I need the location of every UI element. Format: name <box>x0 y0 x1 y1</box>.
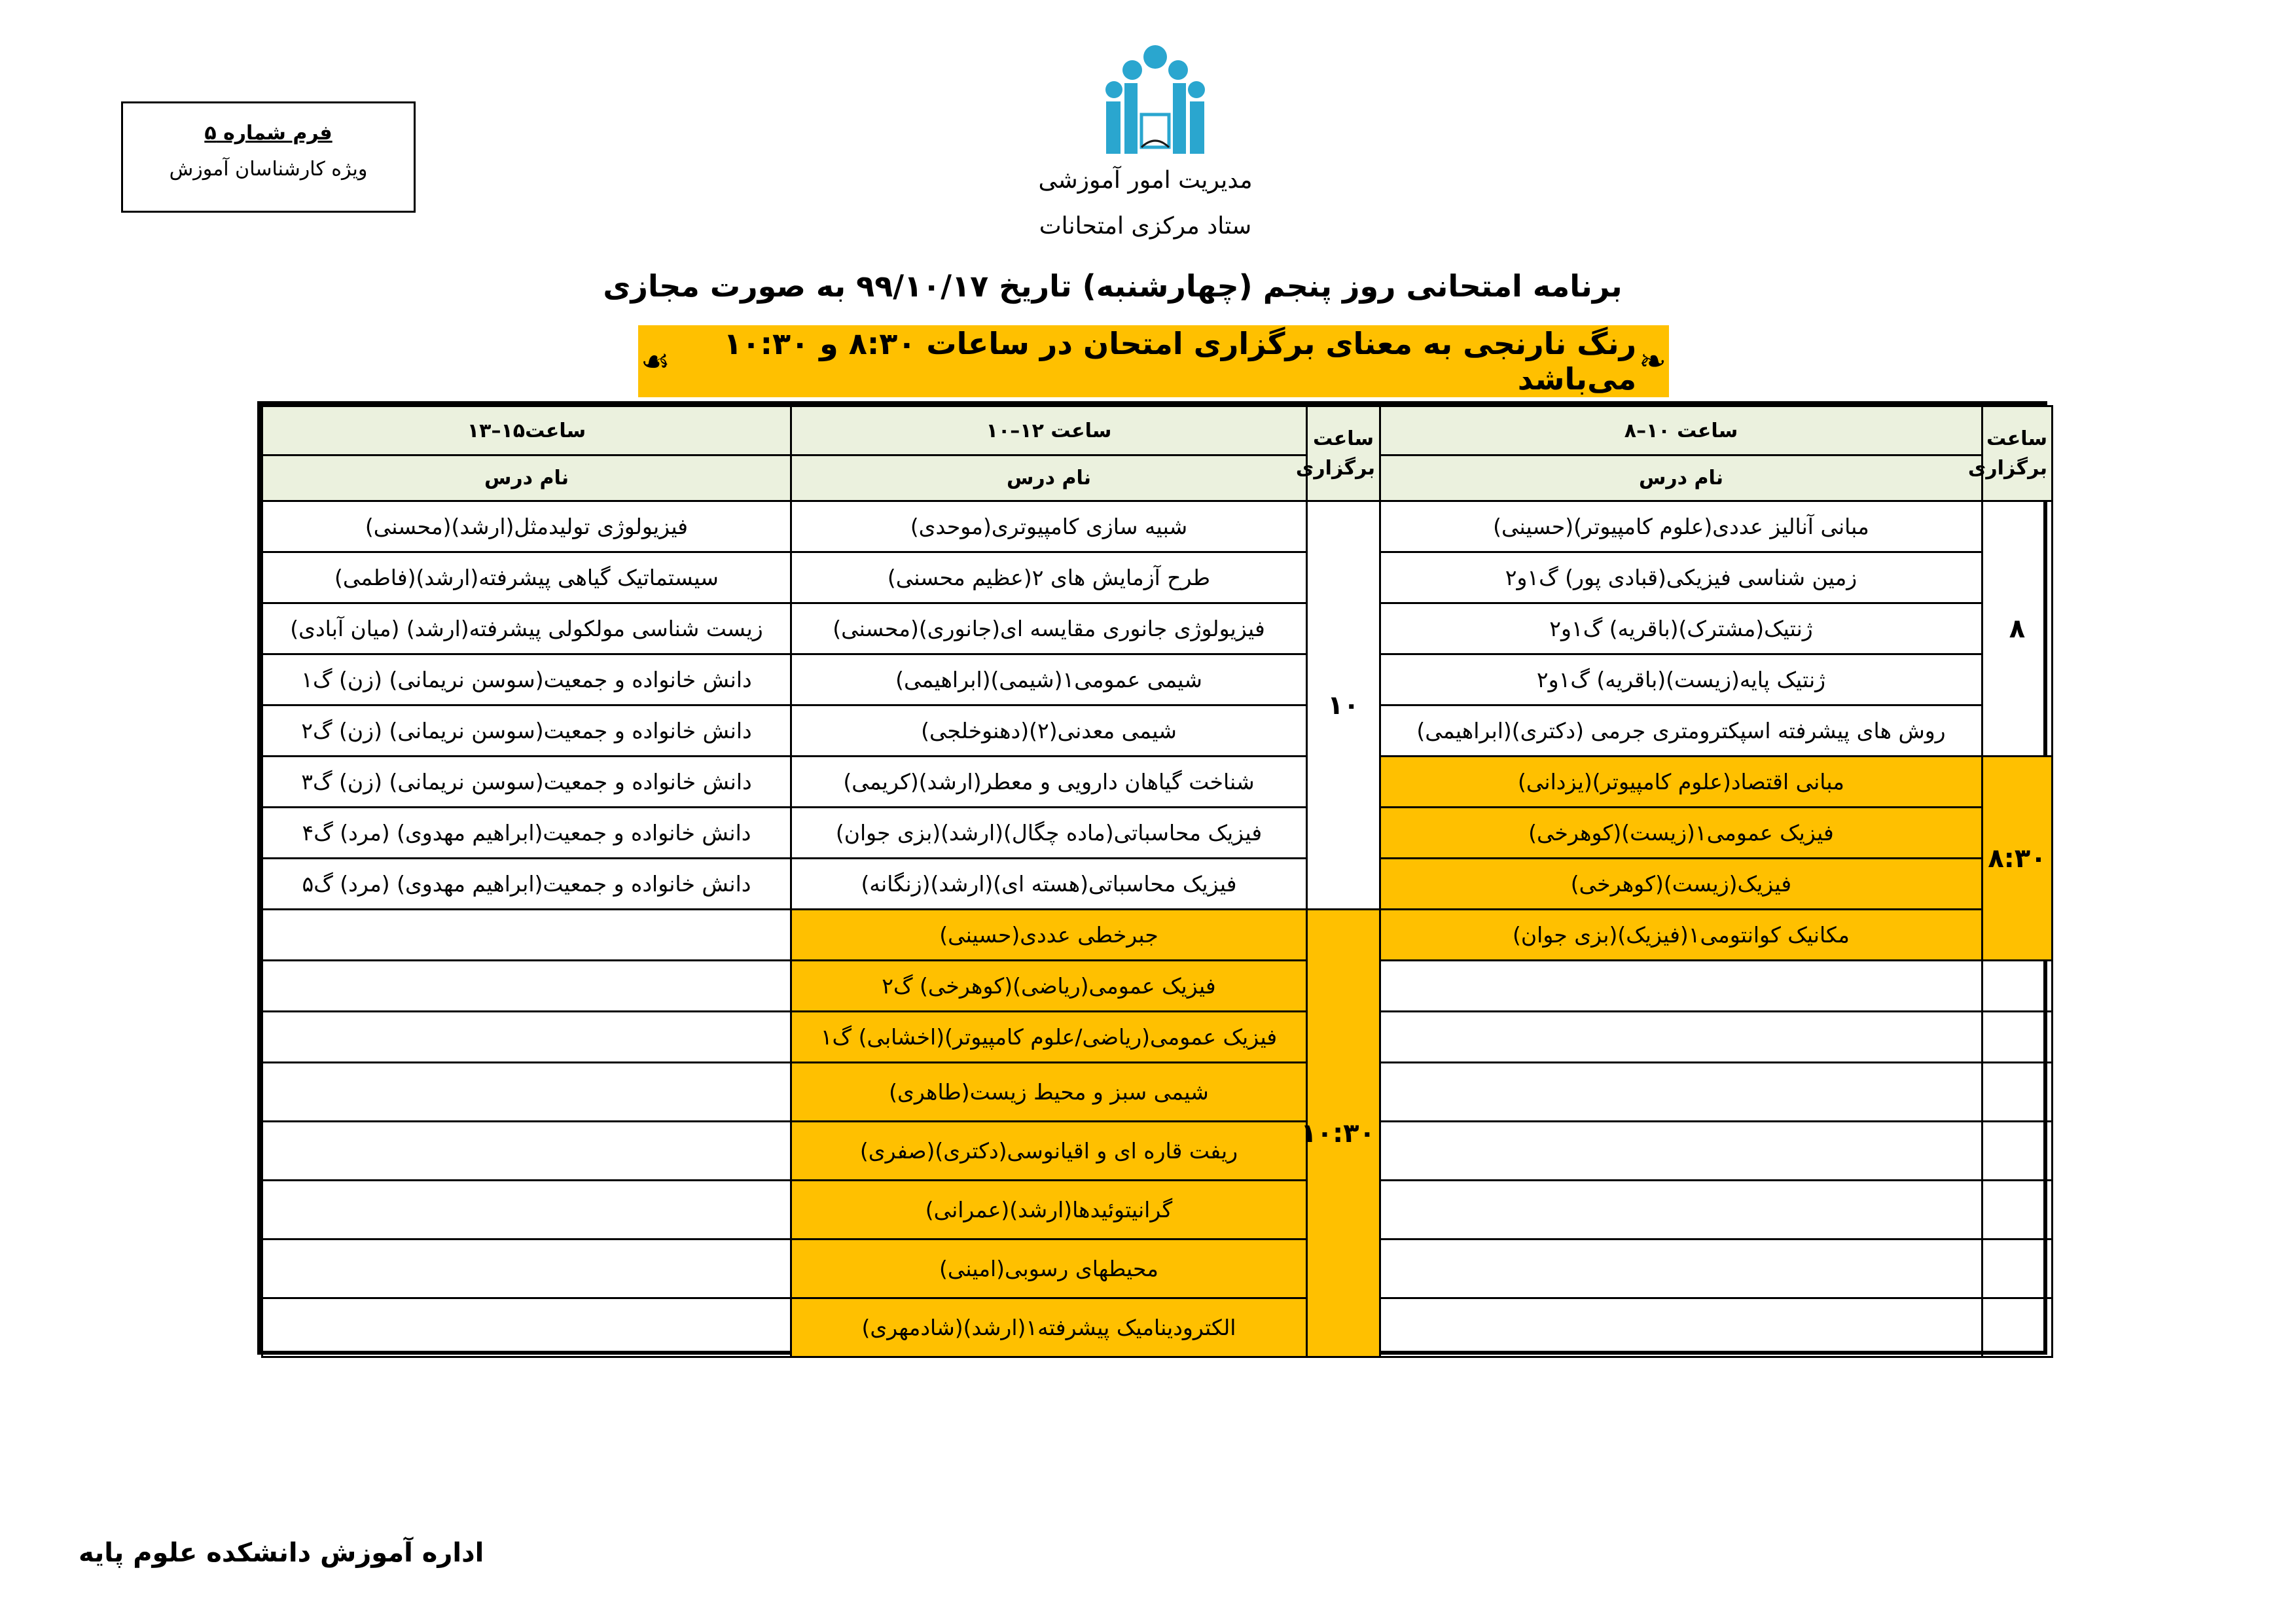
slot3-course: سیستماتیک گیاهی پیشرفته(ارشد)(فاطمی) <box>262 552 791 603</box>
slot3-course: دانش خانواده و جمعیت(سوسن نریمانی) (زن) گ۳ <box>262 757 791 808</box>
slot1-course: ژنتیک(مشترک)(باقریه) گ۱و۲ <box>1380 603 1982 654</box>
university-logo-icon <box>1100 43 1211 160</box>
slot3-course <box>262 1012 791 1063</box>
slot2-course: شناخت گیاهان دارویی و معطر(ارشد)(کریمی) <box>791 757 1307 808</box>
slot3-course <box>262 1063 791 1122</box>
slot3-course: دانش خانواده و جمعیت(سوسن نریمانی) (زن) گ۱ <box>262 654 791 705</box>
slot3-course: فیزیولوژی تولیدمثل(ارشد)(محسنی) <box>262 501 791 552</box>
time-8-30: ۸:۳۰ <box>1982 757 2053 961</box>
table-row <box>262 552 2053 603</box>
slot3-header: ساعت۱۵–۱۳ <box>262 406 791 455</box>
page-title: برنامه امتحانی روز پنجم (چهارشنبه) تاریخ ۹۹/۱۰/۱۷ به صورت مجازی <box>603 268 1623 304</box>
slot1-course <box>1380 1240 1982 1298</box>
slot3-course: زیست شناسی مولکولی پیشرفته(ارشد) (میان آبادی) <box>262 603 791 654</box>
slot1-course: مبانی اقتصاد(علوم کامپیوتر)(یزدانی) <box>1380 757 1982 808</box>
exam-schedule-table <box>257 401 2047 1355</box>
slot3-course: دانش خانواده و جمعیت(سوسن نریمانی) (زن) گ۲ <box>262 705 791 757</box>
held-time-header: ساعت برگزاری <box>1982 406 2053 501</box>
table-row <box>262 859 2053 910</box>
table-row <box>262 1298 2053 1357</box>
slot2-course: شیمی سبز و محیط زیست(طاهری) <box>791 1063 1307 1122</box>
form-number-box <box>121 101 416 213</box>
slot1-course: مکانیک کوانتومی۱(فیزیک)(بزی جوان) <box>1380 910 1982 961</box>
form-subtitle: ویژه کارشناسان آموزش <box>169 158 368 181</box>
empty-time-cell <box>1982 1012 2053 1063</box>
slot2-course: شیمی عمومی۱(شیمی)(ابراهیمی) <box>791 654 1307 705</box>
course-name-header: نام درس <box>262 455 791 501</box>
slot1-course: فیزیک عمومی۱(زیست)(کوهرخی) <box>1380 808 1982 859</box>
org-line-1: مدیریت امور آموزشی <box>1038 167 1253 194</box>
slot1-course <box>1380 1063 1982 1122</box>
table-row <box>262 757 2053 808</box>
slot1-course <box>1380 1298 1982 1357</box>
slot3-course <box>262 1122 791 1181</box>
slot3-course <box>262 910 791 961</box>
slot2-course: فیزیک عمومی(ریاضی/علوم کامپیوتر)(اخشابی) گ۱ <box>791 1012 1307 1063</box>
slot2-course: جبرخطی عددی(حسینی) <box>791 910 1307 961</box>
empty-time-cell <box>1982 1240 2053 1298</box>
time-10: ۱۰ <box>1307 501 1380 910</box>
table-row <box>262 1012 2053 1063</box>
slot2-course: فیزیک محاسباتی(هسته ای)(ارشد)(زنگانه) <box>791 859 1307 910</box>
time-10-30: ۱۰:۳۰ <box>1307 910 1380 1357</box>
time-8: ۸ <box>1982 501 2053 757</box>
orange-note-text: رنگ نارنجی به معنای برگزاری امتحان در ساعات ۸:۳۰ و ۱۰:۳۰ می‌باشد <box>723 326 1637 397</box>
slot2-course: فیزیک عمومی(ریاضی)(کوهرخی) گ۲ <box>791 961 1307 1012</box>
table-row <box>262 910 2053 961</box>
footer-office-name: اداره آموزش دانشکده علوم پایه <box>79 1538 484 1568</box>
slot3-course <box>262 1298 791 1357</box>
table-row <box>262 705 2053 757</box>
swirl-ornament-icon: ☙ <box>641 342 670 380</box>
slot1-course: زمین شناسی فیزیکی(قبادی پور) گ۱و۲ <box>1380 552 1982 603</box>
slot1-header: ساعت ۱۰–۸ <box>1380 406 1982 455</box>
table-row <box>262 1063 2053 1122</box>
slot1-course: مبانی آنالیز عددی(علوم کامپیوتر)(حسینی) <box>1380 501 1982 552</box>
slot3-course <box>262 961 791 1012</box>
slot3-course: دانش خانواده و جمعیت(ابراهیم مهدوی) (مرد) گ۵ <box>262 859 791 910</box>
slot1-course <box>1380 1122 1982 1181</box>
slot2-course: محیطهای رسوبی(امینی) <box>791 1240 1307 1298</box>
slot1-course: فیزیک(زیست)(کوهرخی) <box>1380 859 1982 910</box>
table-row <box>262 654 2053 705</box>
slot3-course <box>262 1181 791 1240</box>
empty-time-cell <box>1982 1122 2053 1181</box>
table-row <box>262 808 2053 859</box>
empty-time-cell <box>1982 961 2053 1012</box>
table-row <box>262 1181 2053 1240</box>
slot2-course: گرانیتوئیدها(ارشد)(عمرانی) <box>791 1181 1307 1240</box>
slot2-course: شبیه سازی کامپیوتری(موحدی) <box>791 501 1307 552</box>
course-name-header: نام درس <box>791 455 1307 501</box>
slot2-header: ساعت ۱۲–۱۰ <box>791 406 1307 455</box>
slot3-course <box>262 1240 791 1298</box>
empty-time-cell <box>1982 1063 2053 1122</box>
slot1-course <box>1380 1181 1982 1240</box>
table-row <box>262 1240 2053 1298</box>
empty-time-cell <box>1982 1181 2053 1240</box>
slot3-course: دانش خانواده و جمعیت(ابراهیم مهدوی) (مرد) گ۴ <box>262 808 791 859</box>
slot2-course: ریفت قاره ای و اقیانوسی(دکتری)(صفری) <box>791 1122 1307 1181</box>
table-row <box>262 501 2053 552</box>
form-number-title: فرم شماره ۵ <box>204 122 332 145</box>
table-row <box>262 1122 2053 1181</box>
slot2-course: فیزیولوژی جانوری مقایسه ای(جانوری)(محسنی) <box>791 603 1307 654</box>
slot1-course <box>1380 961 1982 1012</box>
slot2-course: الکترودینامیک پیشرفته۱(ارشد)(شادمهری) <box>791 1298 1307 1357</box>
slot1-course <box>1380 1012 1982 1063</box>
slot2-course: طرح آزمایش های ۲(عظیم محسنی) <box>791 552 1307 603</box>
slot2-course: فیزیک محاسباتی(ماده چگال)(ارشد)(بزی جوان) <box>791 808 1307 859</box>
slot1-course: روش های پیشرفته اسپکترومتری جرمی (دکتری)(ابراهیمی) <box>1380 705 1982 757</box>
orange-note-banner <box>638 325 1669 397</box>
course-name-header: نام درس <box>1380 455 1982 501</box>
swirl-ornament-icon: ❧ <box>1639 342 1666 380</box>
slot1-course: ژنتیک پایه(زیست)(باقریه) گ۱و۲ <box>1380 654 1982 705</box>
empty-time-cell <box>1982 1298 2053 1357</box>
slot2-course: شیمی معدنی(۲)(دهنوخلجی) <box>791 705 1307 757</box>
held-time-header: ساعت برگزاری <box>1307 406 1380 501</box>
table-row <box>262 961 2053 1012</box>
org-line-2: ستاد مرکزی امتحانات <box>1039 213 1252 240</box>
table-row <box>262 603 2053 654</box>
